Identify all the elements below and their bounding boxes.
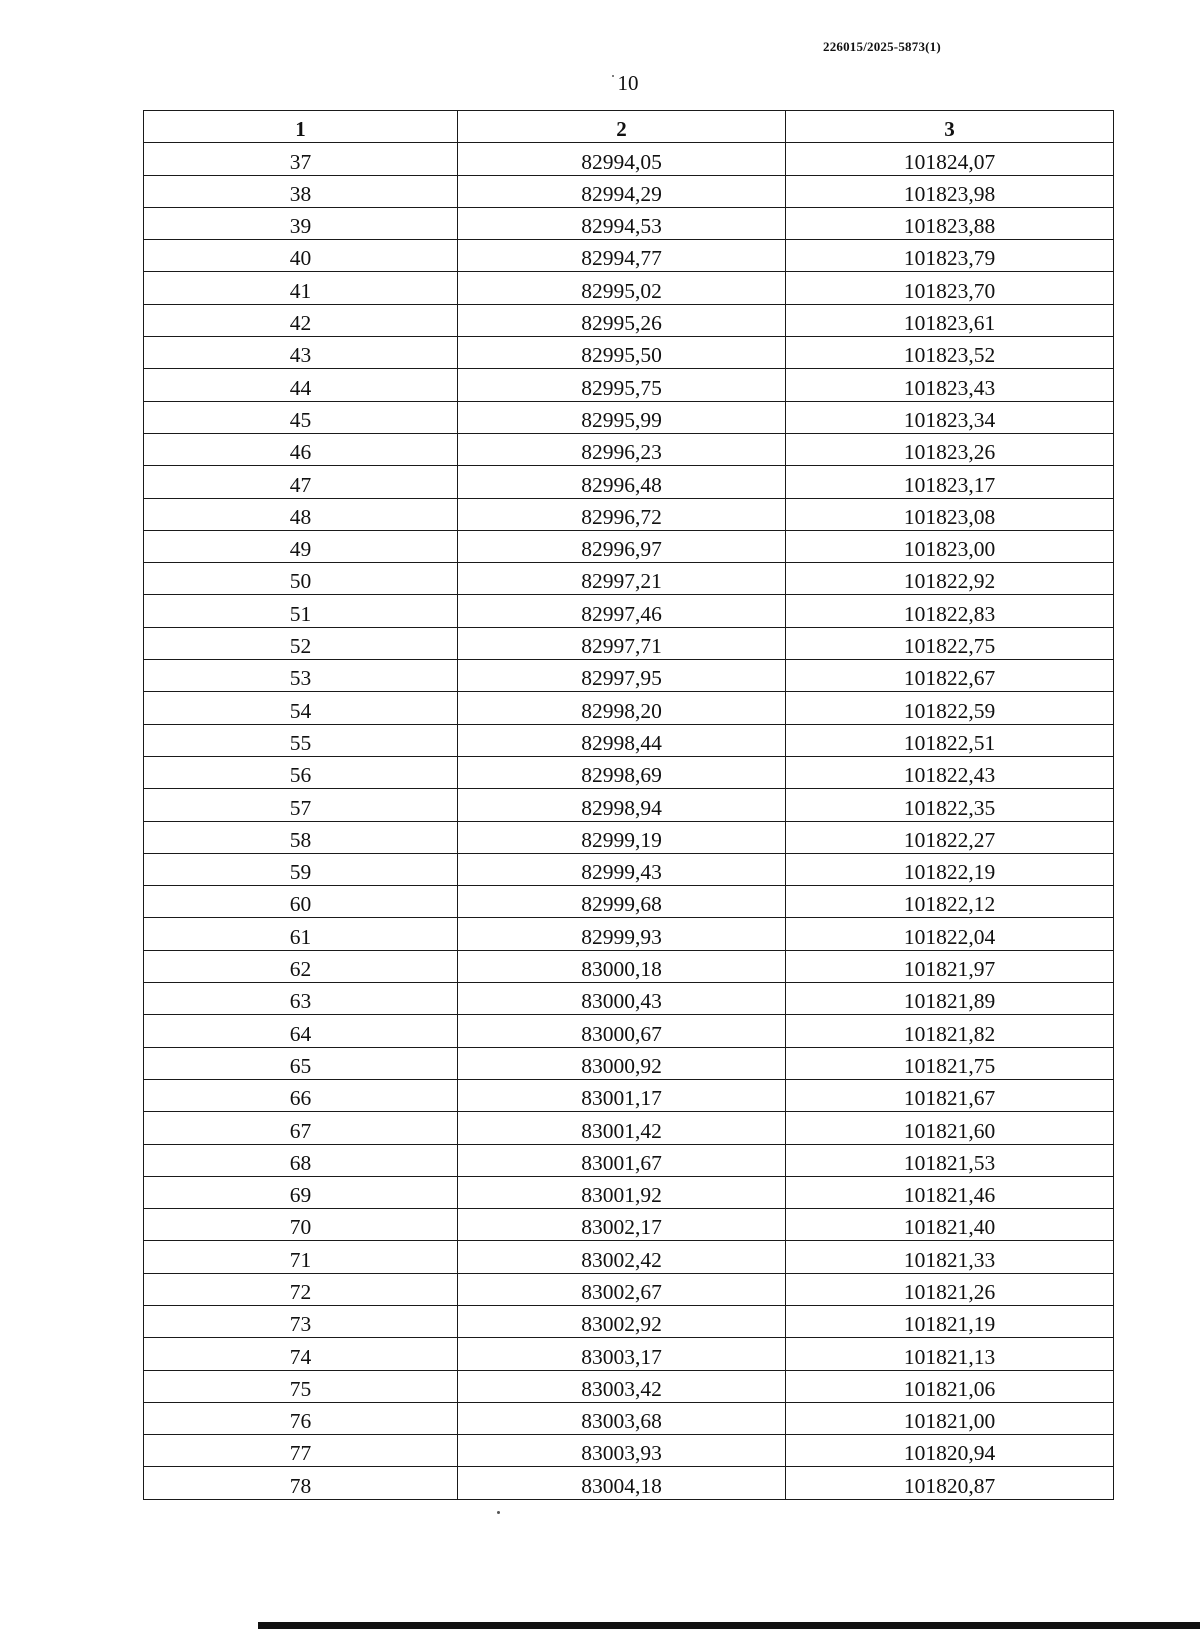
x-coordinate-cell: 83001,42 <box>458 1112 786 1144</box>
table-row <box>144 530 1114 562</box>
point-number-cell: 69 <box>144 1176 458 1208</box>
point-number-cell: 39 <box>144 207 458 239</box>
table-row <box>144 789 1114 821</box>
table-row <box>144 240 1114 272</box>
table-row <box>144 1305 1114 1337</box>
table-row <box>144 1402 1114 1434</box>
x-coordinate-cell: 83004,18 <box>458 1467 786 1499</box>
document-id: 226015/2025-5873(1) <box>823 39 941 54</box>
y-coordinate-cell: 101822,51 <box>786 724 1114 756</box>
y-coordinate-cell: 101823,26 <box>786 433 1114 465</box>
x-coordinate-cell: 82994,29 <box>458 175 786 207</box>
point-number-cell: 61 <box>144 918 458 950</box>
x-coordinate-cell: 82999,19 <box>458 821 786 853</box>
table-row <box>144 433 1114 465</box>
y-coordinate-cell: 101823,98 <box>786 175 1114 207</box>
y-coordinate-cell: 101823,43 <box>786 369 1114 401</box>
point-number-cell: 49 <box>144 530 458 562</box>
x-coordinate-cell: 83002,42 <box>458 1241 786 1273</box>
x-coordinate-cell: 82999,93 <box>458 918 786 950</box>
table-row <box>144 272 1114 304</box>
x-coordinate-cell: 82995,99 <box>458 401 786 433</box>
y-coordinate-cell: 101821,53 <box>786 1144 1114 1176</box>
y-coordinate-cell: 101822,92 <box>786 563 1114 595</box>
y-coordinate-cell: 101820,87 <box>786 1467 1114 1499</box>
table-row <box>144 1144 1114 1176</box>
point-number-cell: 66 <box>144 1079 458 1111</box>
point-number-cell: 53 <box>144 660 458 692</box>
table-row <box>144 401 1114 433</box>
point-number-cell: 74 <box>144 1338 458 1370</box>
x-coordinate-cell: 82994,77 <box>458 240 786 272</box>
table-row <box>144 595 1114 627</box>
y-coordinate-cell: 101823,88 <box>786 207 1114 239</box>
table-row <box>144 1338 1114 1370</box>
header-row <box>144 111 1114 143</box>
y-coordinate-cell: 101821,67 <box>786 1079 1114 1111</box>
x-coordinate-cell: 83000,18 <box>458 950 786 982</box>
table-row <box>144 207 1114 239</box>
y-coordinate-cell: 101822,19 <box>786 853 1114 885</box>
point-number-cell: 55 <box>144 724 458 756</box>
point-number-cell: 63 <box>144 983 458 1015</box>
x-coordinate-cell: 82998,94 <box>458 789 786 821</box>
scan-speck <box>497 1511 500 1514</box>
point-number-cell: 51 <box>144 595 458 627</box>
x-coordinate-cell: 83003,68 <box>458 1402 786 1434</box>
point-number-cell: 57 <box>144 789 458 821</box>
y-coordinate-cell: 101821,13 <box>786 1338 1114 1370</box>
y-coordinate-cell: 101822,04 <box>786 918 1114 950</box>
x-coordinate-cell: 82998,20 <box>458 692 786 724</box>
table-row <box>144 853 1114 885</box>
point-number-cell: 45 <box>144 401 458 433</box>
table-row <box>144 466 1114 498</box>
point-number-cell: 73 <box>144 1305 458 1337</box>
y-coordinate-cell: 101822,35 <box>786 789 1114 821</box>
point-number-cell: 76 <box>144 1402 458 1434</box>
x-coordinate-cell: 82996,48 <box>458 466 786 498</box>
y-coordinate-cell: 101823,17 <box>786 466 1114 498</box>
table-row <box>144 369 1114 401</box>
point-number-cell: 60 <box>144 886 458 918</box>
y-coordinate-cell: 101821,00 <box>786 1402 1114 1434</box>
page-number: 10 <box>617 71 639 95</box>
x-coordinate-cell: 82999,43 <box>458 853 786 885</box>
y-coordinate-cell: 101823,70 <box>786 272 1114 304</box>
y-coordinate-cell: 101821,97 <box>786 950 1114 982</box>
x-coordinate-cell: 83003,42 <box>458 1370 786 1402</box>
x-coordinate-cell: 82995,02 <box>458 272 786 304</box>
y-coordinate-cell: 101821,26 <box>786 1273 1114 1305</box>
x-coordinate-cell: 82994,05 <box>458 143 786 175</box>
point-number-cell: 37 <box>144 143 458 175</box>
y-coordinate-cell: 101821,19 <box>786 1305 1114 1337</box>
y-coordinate-cell: 101821,40 <box>786 1209 1114 1241</box>
y-coordinate-cell: 101822,12 <box>786 886 1114 918</box>
table-row <box>144 498 1114 530</box>
point-number-cell: 50 <box>144 563 458 595</box>
x-coordinate-cell: 83001,67 <box>458 1144 786 1176</box>
point-number-cell: 75 <box>144 1370 458 1402</box>
y-coordinate-cell: 101822,75 <box>786 627 1114 659</box>
table-row <box>144 1435 1114 1467</box>
table-row <box>144 1176 1114 1208</box>
table-row <box>144 1112 1114 1144</box>
table-row <box>144 175 1114 207</box>
table-row <box>144 918 1114 950</box>
point-number-cell: 48 <box>144 498 458 530</box>
table-row <box>144 1273 1114 1305</box>
table-row <box>144 143 1114 175</box>
x-coordinate-cell: 83001,92 <box>458 1176 786 1208</box>
table-body <box>144 143 1114 1499</box>
y-coordinate-cell: 101823,34 <box>786 401 1114 433</box>
point-number-cell: 65 <box>144 1047 458 1079</box>
y-coordinate-cell: 101822,27 <box>786 821 1114 853</box>
x-coordinate-cell: 82998,69 <box>458 756 786 788</box>
x-coordinate-cell: 83003,17 <box>458 1338 786 1370</box>
x-coordinate-cell: 83002,92 <box>458 1305 786 1337</box>
column-header-1: 1 <box>144 111 458 143</box>
point-number-cell: 68 <box>144 1144 458 1176</box>
table-row <box>144 983 1114 1015</box>
point-number-cell: 62 <box>144 950 458 982</box>
x-coordinate-cell: 82998,44 <box>458 724 786 756</box>
y-coordinate-cell: 101822,83 <box>786 595 1114 627</box>
x-coordinate-cell: 82997,46 <box>458 595 786 627</box>
point-number-cell: 72 <box>144 1273 458 1305</box>
y-coordinate-cell: 101820,94 <box>786 1435 1114 1467</box>
table-row <box>144 756 1114 788</box>
point-number-cell: 59 <box>144 853 458 885</box>
table-row <box>144 660 1114 692</box>
point-number-cell: 64 <box>144 1015 458 1047</box>
point-number-cell: 41 <box>144 272 458 304</box>
scan-bottom-edge <box>258 1622 1200 1629</box>
point-number-cell: 77 <box>144 1435 458 1467</box>
point-number-cell: 56 <box>144 756 458 788</box>
x-coordinate-cell: 82995,50 <box>458 337 786 369</box>
y-coordinate-cell: 101821,75 <box>786 1047 1114 1079</box>
table-row <box>144 692 1114 724</box>
x-coordinate-cell: 83000,67 <box>458 1015 786 1047</box>
x-coordinate-cell: 83000,43 <box>458 983 786 1015</box>
point-number-cell: 44 <box>144 369 458 401</box>
table-row <box>144 627 1114 659</box>
point-number-cell: 46 <box>144 433 458 465</box>
table-row <box>144 337 1114 369</box>
point-number-cell: 38 <box>144 175 458 207</box>
table-row <box>144 304 1114 336</box>
y-coordinate-cell: 101824,07 <box>786 143 1114 175</box>
y-coordinate-cell: 101823,52 <box>786 337 1114 369</box>
x-coordinate-cell: 83002,17 <box>458 1209 786 1241</box>
table-row <box>144 724 1114 756</box>
y-coordinate-cell: 101823,00 <box>786 530 1114 562</box>
x-coordinate-cell: 82996,23 <box>458 433 786 465</box>
x-coordinate-cell: 83003,93 <box>458 1435 786 1467</box>
point-number-cell: 71 <box>144 1241 458 1273</box>
x-coordinate-cell: 82997,71 <box>458 627 786 659</box>
point-number-cell: 47 <box>144 466 458 498</box>
point-number-cell: 52 <box>144 627 458 659</box>
y-coordinate-cell: 101823,61 <box>786 304 1114 336</box>
y-coordinate-cell: 101821,89 <box>786 983 1114 1015</box>
x-coordinate-cell: 82995,26 <box>458 304 786 336</box>
point-number-cell: 54 <box>144 692 458 724</box>
table-row <box>144 1079 1114 1111</box>
column-header-3: 3 <box>786 111 1114 143</box>
point-number-cell: 43 <box>144 337 458 369</box>
y-coordinate-cell: 101823,08 <box>786 498 1114 530</box>
x-coordinate-cell: 82999,68 <box>458 886 786 918</box>
scan-speck <box>612 75 614 77</box>
x-coordinate-cell: 82996,97 <box>458 530 786 562</box>
point-number-cell: 67 <box>144 1112 458 1144</box>
y-coordinate-cell: 101822,43 <box>786 756 1114 788</box>
y-coordinate-cell: 101821,46 <box>786 1176 1114 1208</box>
table-row <box>144 1047 1114 1079</box>
point-number-cell: 78 <box>144 1467 458 1499</box>
coordinates-table <box>143 110 1114 1500</box>
x-coordinate-cell: 82995,75 <box>458 369 786 401</box>
y-coordinate-cell: 101822,67 <box>786 660 1114 692</box>
column-header-2: 2 <box>458 111 786 143</box>
table-row <box>144 563 1114 595</box>
x-coordinate-cell: 82994,53 <box>458 207 786 239</box>
y-coordinate-cell: 101823,79 <box>786 240 1114 272</box>
y-coordinate-cell: 101821,60 <box>786 1112 1114 1144</box>
x-coordinate-cell: 83001,17 <box>458 1079 786 1111</box>
table-row <box>144 821 1114 853</box>
table-row <box>144 1370 1114 1402</box>
x-coordinate-cell: 83000,92 <box>458 1047 786 1079</box>
x-coordinate-cell: 82996,72 <box>458 498 786 530</box>
x-coordinate-cell: 82997,95 <box>458 660 786 692</box>
y-coordinate-cell: 101821,33 <box>786 1241 1114 1273</box>
x-coordinate-cell: 82997,21 <box>458 563 786 595</box>
point-number-cell: 70 <box>144 1209 458 1241</box>
y-coordinate-cell: 101821,06 <box>786 1370 1114 1402</box>
point-number-cell: 42 <box>144 304 458 336</box>
table-row <box>144 1015 1114 1047</box>
table-row <box>144 1241 1114 1273</box>
table-row <box>144 886 1114 918</box>
table-header <box>144 111 1114 143</box>
point-number-cell: 40 <box>144 240 458 272</box>
table-row <box>144 1467 1114 1499</box>
table-row <box>144 950 1114 982</box>
y-coordinate-cell: 101821,82 <box>786 1015 1114 1047</box>
table-row <box>144 1209 1114 1241</box>
y-coordinate-cell: 101822,59 <box>786 692 1114 724</box>
x-coordinate-cell: 83002,67 <box>458 1273 786 1305</box>
point-number-cell: 58 <box>144 821 458 853</box>
